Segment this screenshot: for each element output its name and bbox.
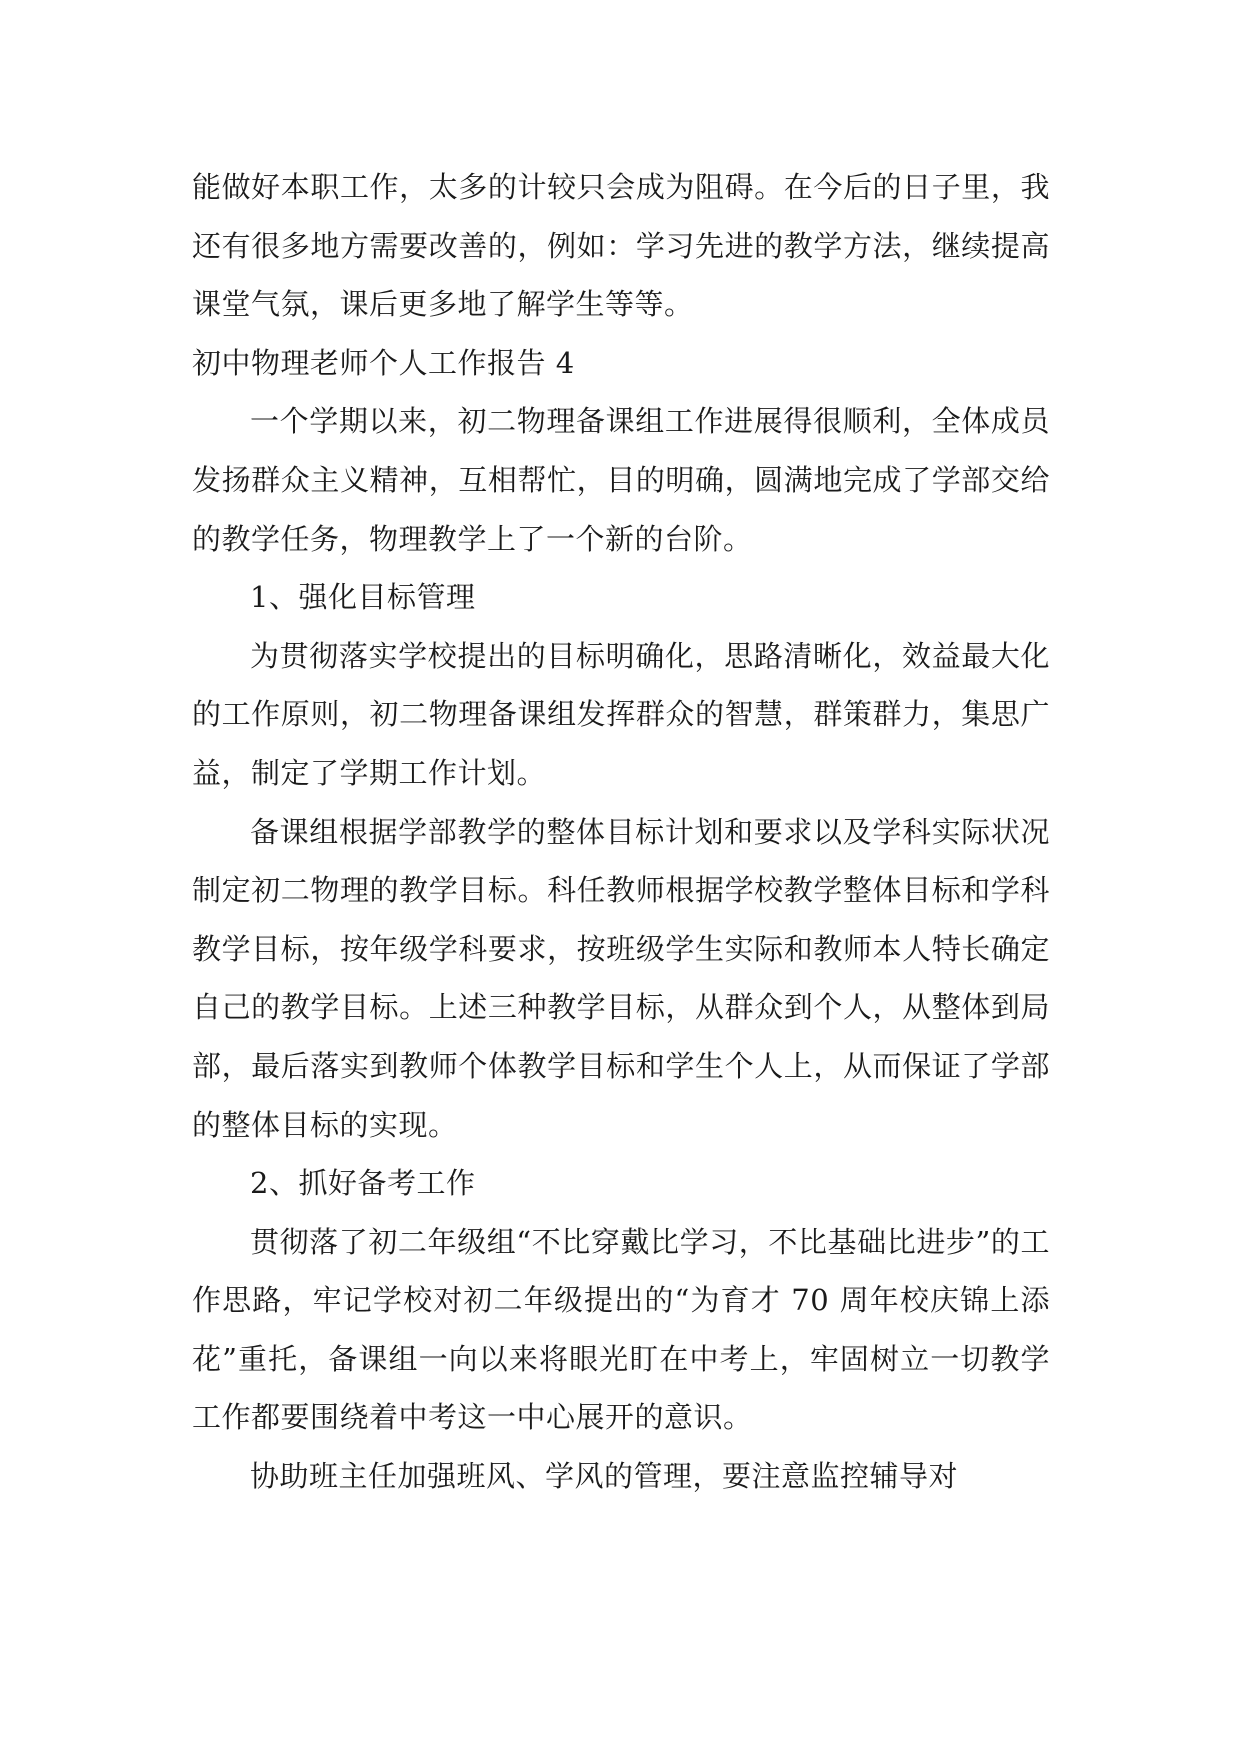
- exam-paragraph-1: 贯彻落了初二年级组“不比穿戴比学习，不比基础比进步”的工作思路，牢记学校对初二年级提出的“为育才 70 周年校庆锦上添花”重托，备课组一向以来将眼光盯在中考上，牢固树立一切教学工作都要围绕着中考这一中心展开的意识。: [192, 1224, 1050, 1435]
- goal-paragraph-2: 备课组根据学部教学的整体目标计划和要求以及学科实际状况制定初二物理的教学目标。科任教师根据学校教学整体目标和学科教学目标，按年级学科要求，按班级学生实际和教师本人特长确定自己的教学目标。上述三种教学目标，从群众到个人，从整体到局部，最后落实到教师个体教学目标和学生个人上，从而保证了学部的整体目标的实现。: [192, 814, 1050, 1142]
- subheading-goal-management: 1、强化目标管理: [250, 580, 476, 615]
- subheading-exam-prep: 2、抓好备考工作: [250, 1166, 476, 1201]
- document-body: [192, 158, 1050, 1506]
- exam-paragraph-2: 协助班主任加强班风、学风的管理，要注意监控辅导对: [250, 1459, 959, 1494]
- section-title: 初中物理老师个人工作报告 4: [192, 345, 575, 380]
- continuation-paragraph: 能做好本职工作，太多的计较只会成为阻碍。在今后的日子里，我还有很多地方需要改善的，例如：学习先进的教学方法，继续提高课堂气氛，课后更多地了解学生等等。: [192, 170, 1050, 322]
- goal-paragraph-1: 为贯彻落实学校提出的目标明确化，思路清晰化，效益最大化的工作原则，初二物理备课组发挥群众的智慧，群策群力，集思广益，制定了学期工作计划。: [192, 638, 1050, 790]
- intro-paragraph: 一个学期以来，初二物理备课组工作进展得很顺利，全体成员发扬群众主义精神，互相帮忙，目的明确，圆满地完成了学部交给的教学任务，物理教学上了一个新的台阶。: [192, 404, 1050, 556]
